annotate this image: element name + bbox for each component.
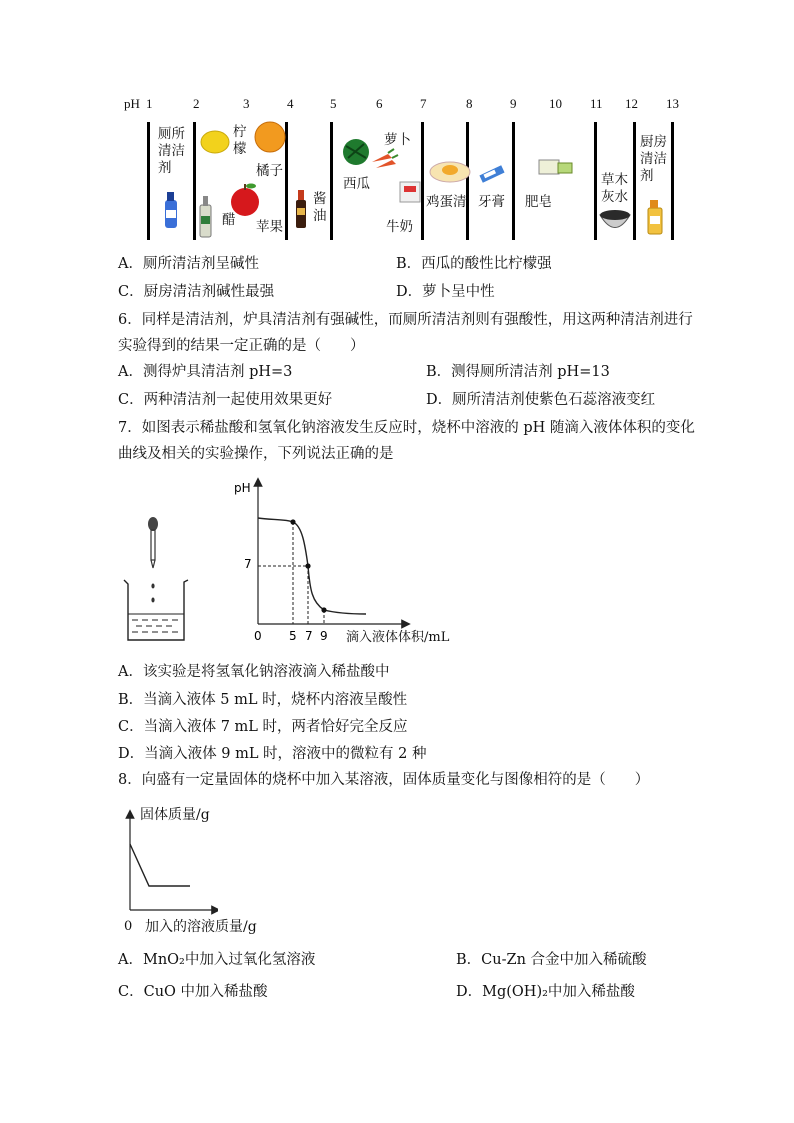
soy-sauce-bottle-icon	[296, 190, 306, 228]
watermelon-icon	[343, 139, 369, 165]
toothpaste-icon	[479, 165, 504, 182]
ph-tick: 5	[330, 96, 337, 111]
q7-stem-line1: 7．如图表示稀盐酸和氢氧化钠溶液发生反应时，烧杯中溶液的 pH 随滴入液体体积的变化	[118, 420, 695, 436]
q8-option-b: B．Cu-Zn 合金中加入稀硫酸	[456, 952, 647, 968]
q6-stem-line1: 6．同样是清洁剂，炉具清洁剂有强碱性，而厕所清洁剂则有强酸性，用这两种清洁剂进行	[118, 312, 693, 328]
dropper-icon	[148, 517, 158, 568]
q7-stem-line2: 曲线及相关的实验操作，下列说法正确的是	[118, 446, 394, 462]
ph-tick: 1	[146, 96, 153, 111]
ph-tick: 9	[510, 96, 517, 111]
q7-option-b: B．当滴入液体 5 mL 时，烧杯内溶液呈酸性	[118, 692, 408, 708]
item-orange: 橘子	[256, 163, 283, 179]
lemon-icon	[201, 131, 229, 153]
item-pictures	[150, 120, 680, 242]
x-axis-label: 滴入液体体积/mL	[346, 630, 450, 645]
orange-icon	[255, 122, 285, 152]
q5-option-a: A．厕所清洁剂呈碱性	[118, 256, 259, 272]
q7-option-a: A．该实验是将氢氧化钠溶液滴入稀盐酸中	[118, 664, 390, 680]
drop-icon	[151, 584, 154, 589]
origin-label: 0	[254, 629, 262, 643]
item-kitchen-cleaner: 厨房 清洁 剂	[640, 134, 667, 184]
ph-tick: 2	[193, 96, 200, 111]
curve-point	[305, 563, 310, 568]
q7-option-c: C．当滴入液体 7 mL 时，两者恰好完全反应	[118, 719, 408, 735]
y-axis-label: 固体质量/g	[140, 807, 210, 823]
x-mark: 5	[289, 629, 297, 643]
q6-stem-line2: 实验得到的结果一定正确的是（ ）	[118, 338, 365, 354]
drop-icon	[151, 598, 154, 603]
mass-curve	[130, 844, 190, 886]
item-watermelon: 西瓜	[343, 176, 370, 192]
item-radish: 萝卜	[384, 132, 411, 148]
q7-option-d: D．当滴入液体 9 mL 时，溶液中的微粒有 2 种	[118, 746, 427, 762]
y-mark-7: 7	[244, 557, 252, 571]
item-apple: 苹果	[256, 219, 283, 235]
ph-tick: 6	[376, 96, 383, 111]
ph-tick: 13	[666, 96, 679, 111]
item-egg-white: 鸡蛋清	[426, 194, 467, 210]
q5-option-b: B．西瓜的酸性比柠檬强	[396, 256, 552, 272]
radish-icon	[372, 149, 398, 168]
ph-label: pH	[124, 96, 140, 111]
dropper-beaker-figure	[118, 510, 198, 646]
item-plant-ash-water: 草木 灰水	[601, 172, 628, 205]
ph-tick: 7	[420, 96, 427, 111]
beaker-icon	[124, 580, 188, 640]
apple-icon	[231, 184, 259, 217]
item-soy-sauce: 酱 油	[313, 191, 327, 224]
kitchen-cleaner-spray-icon	[648, 200, 662, 234]
x-mark: 7	[305, 629, 313, 643]
origin-label: 0	[124, 919, 133, 934]
q8-option-a: A．MnO₂中加入过氧化氢溶液	[118, 952, 316, 968]
q8-option-c: C．CuO 中加入稀盐酸	[118, 984, 268, 1000]
vinegar-bottle-icon	[200, 196, 211, 237]
y-axis-label: pH	[234, 481, 251, 495]
x-mark: 9	[320, 629, 328, 643]
x-axis-label: 加入的溶液质量/g	[145, 919, 257, 935]
toilet-cleaner-bottle-icon	[165, 192, 177, 228]
ph-tick: 12	[625, 96, 638, 111]
q8-stem: 8．向盛有一定量固体的烧杯中加入某溶液，固体质量变化与图像相符的是（ ）	[118, 772, 650, 788]
milk-icon	[400, 182, 420, 202]
curve-point	[321, 607, 326, 612]
ph-tick: 8	[466, 96, 473, 111]
item-soap: 肥皂	[525, 194, 552, 210]
item-milk: 牛奶	[386, 219, 413, 235]
ph-tick: 10	[549, 96, 562, 111]
q6-option-c: C．两种清洁剂一起使用效果更好	[118, 392, 333, 408]
q8-option-d: D．Mg(OH)₂中加入稀盐酸	[456, 984, 635, 1000]
q5-option-d: D．萝卜呈中性	[396, 284, 495, 300]
q6-option-d: D．厕所清洁剂使紫色石蕊溶液变红	[426, 392, 656, 408]
item-toothpaste: 牙膏	[478, 194, 505, 210]
curve-point	[290, 519, 295, 524]
soap-icon	[539, 160, 572, 174]
item-lemon: 柠 檬	[233, 124, 247, 157]
ph-tick: 3	[243, 96, 250, 111]
q6-option-b: B．测得厕所清洁剂 pH=13	[426, 364, 610, 380]
ph-curve-graph	[230, 474, 470, 650]
item-toilet-cleaner: 厕所 清洁 剂	[158, 126, 185, 176]
plant-ash-water-bowl-icon	[600, 210, 630, 228]
item-vinegar: 醋	[222, 212, 236, 228]
q6-option-a: A．测得炉具清洁剂 pH=3	[118, 364, 293, 380]
q5-option-c: C．厨房清洁剂碱性最强	[118, 284, 275, 300]
egg-white-icon	[430, 162, 470, 182]
ph-tick: 11	[590, 96, 603, 111]
ph-tick: 4	[287, 96, 294, 111]
